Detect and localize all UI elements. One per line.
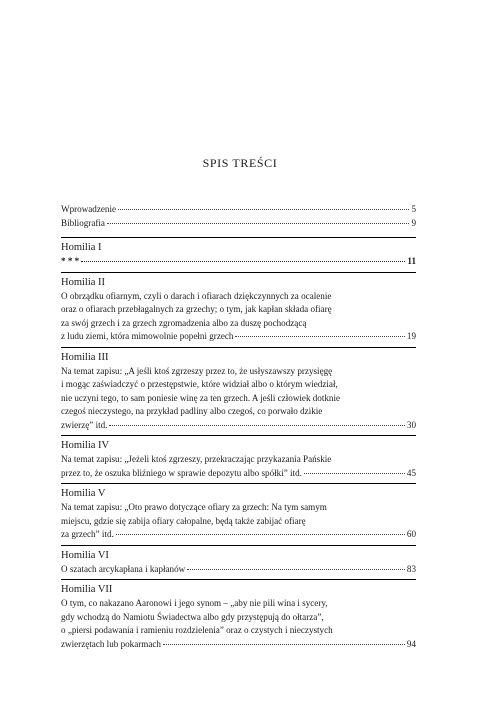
dot-leader (109, 425, 404, 426)
section-heading: Homilia V (61, 488, 106, 499)
page-number: 94 (406, 638, 416, 649)
section-heading: Homilia I (61, 242, 102, 253)
toc-entry[interactable] (61, 467, 416, 481)
description-line: oraz o ofiarach przebłagalnych za grzechy; o tym, jak kapłan składa ofiarę (61, 304, 332, 314)
entry-text: zwierzę” itd. (61, 419, 108, 430)
section-description (61, 597, 416, 651)
intro-entries (61, 203, 416, 230)
toc-section (61, 237, 416, 269)
section-description (61, 365, 416, 433)
page-number: 5 (411, 204, 416, 214)
description-line: czegoś nieczystego, na przykład padliny albo czegoś, co porwało dzikie (61, 406, 323, 416)
dot-leader (81, 261, 405, 262)
entry-text: zwierzętach lub pokarmach (61, 638, 161, 649)
dot-leader (187, 569, 405, 570)
entry-text: przez to, że oszuka bliźniego w sprawie depozytu albo spółki” itd. (61, 467, 302, 478)
section-heading: Homilia III (61, 351, 109, 363)
page-number: 9 (411, 217, 416, 228)
table-of-contents (61, 203, 416, 654)
dot-leader (116, 534, 405, 535)
description-line: i mogąc zaświadczyć o przestępstwie, które widział albo o którym wiedział, (61, 379, 338, 389)
entry-text: z ludu ziemi, która mimowolnie popełni grzech (61, 331, 234, 341)
entry-text: Wprowadzenie (61, 204, 117, 214)
toc-entry[interactable] (61, 563, 416, 577)
section-description (61, 563, 416, 577)
description-line: Na temat zapisu: „A jeśli ktoś zgrzeszy przez to, że usłyszawszy przysięgę (61, 365, 333, 376)
entry-text: O szatach arcykapłana i kapłanów (61, 563, 186, 574)
section-description (61, 453, 416, 480)
page-number: 11 (407, 256, 416, 266)
section-description (61, 501, 416, 542)
page-number: 60 (406, 529, 416, 539)
description-line: O obrządku ofiarnym, czyli o darach i ofiarach dziękczynnych za ocalenie (61, 290, 332, 301)
description-line: Na temat zapisu: „Jeżeli ktoś zgrzeszy, przekraczając przykazania Pańskie (61, 454, 332, 464)
entry-text: Bibliografia (61, 217, 105, 228)
description-line: za swój grzech i za grzech zgromadzenia albo za duszę pochodzącą (61, 317, 307, 328)
description-line: Na temat zapisu: „Oto prawo dotyczące ofiary za grzech: Na tym samym (61, 502, 327, 512)
toc-entry[interactable] (61, 203, 416, 217)
section-description (61, 290, 416, 344)
description-line: O tym, co nakazano Aaronowi i jego synom – „aby nie pili wina i sycery, (61, 598, 328, 608)
dot-leader (118, 209, 409, 210)
toc-section (61, 545, 416, 577)
dot-leader (304, 473, 405, 474)
toc-section (61, 579, 416, 651)
toc-entry[interactable] (61, 419, 416, 433)
toc-section (61, 347, 416, 433)
toc-section (61, 483, 416, 542)
section-heading: Homilia VII (61, 584, 113, 595)
page-title: SPIS TREŚCI (202, 156, 278, 170)
page-number: 19 (406, 331, 416, 341)
toc-entry[interactable] (61, 528, 416, 542)
dot-leader (107, 223, 410, 224)
toc-entry[interactable] (61, 330, 416, 344)
dot-leader (163, 644, 405, 645)
page-number: 30 (406, 419, 416, 430)
page-number: 83 (406, 563, 416, 574)
entry-text: za grzech” itd. (61, 529, 114, 539)
toc-entry[interactable] (61, 217, 416, 231)
page-number: 45 (406, 467, 416, 478)
description-line: nie uczyni tego, to sam poniesie winę za ten grzech. A jeśli człowiek dotknie (61, 392, 341, 403)
toc-entry[interactable] (61, 638, 416, 652)
toc-section (61, 272, 416, 344)
section-heading: Homilia II (61, 276, 106, 288)
description-line: miejscu, gdzie się zabija ofiary całopalne, będą także zabijać ofiarę (61, 515, 306, 526)
section-description (61, 255, 416, 269)
section-heading: Homilia VI (61, 549, 109, 561)
description-line: o „piersi podawania i ramieniu rozdzielenia” oraz o czystych i nieczystych (61, 625, 333, 635)
toc-section (61, 435, 416, 480)
toc-entry[interactable] (61, 255, 416, 269)
section-heading: Homilia IV (61, 440, 110, 451)
entry-text: * * * (61, 256, 80, 266)
description-line: gdy wchodzą do Namiotu Świadectwa albo gdy przystępują do ołtarza”, (61, 611, 324, 622)
dot-leader (235, 336, 404, 337)
